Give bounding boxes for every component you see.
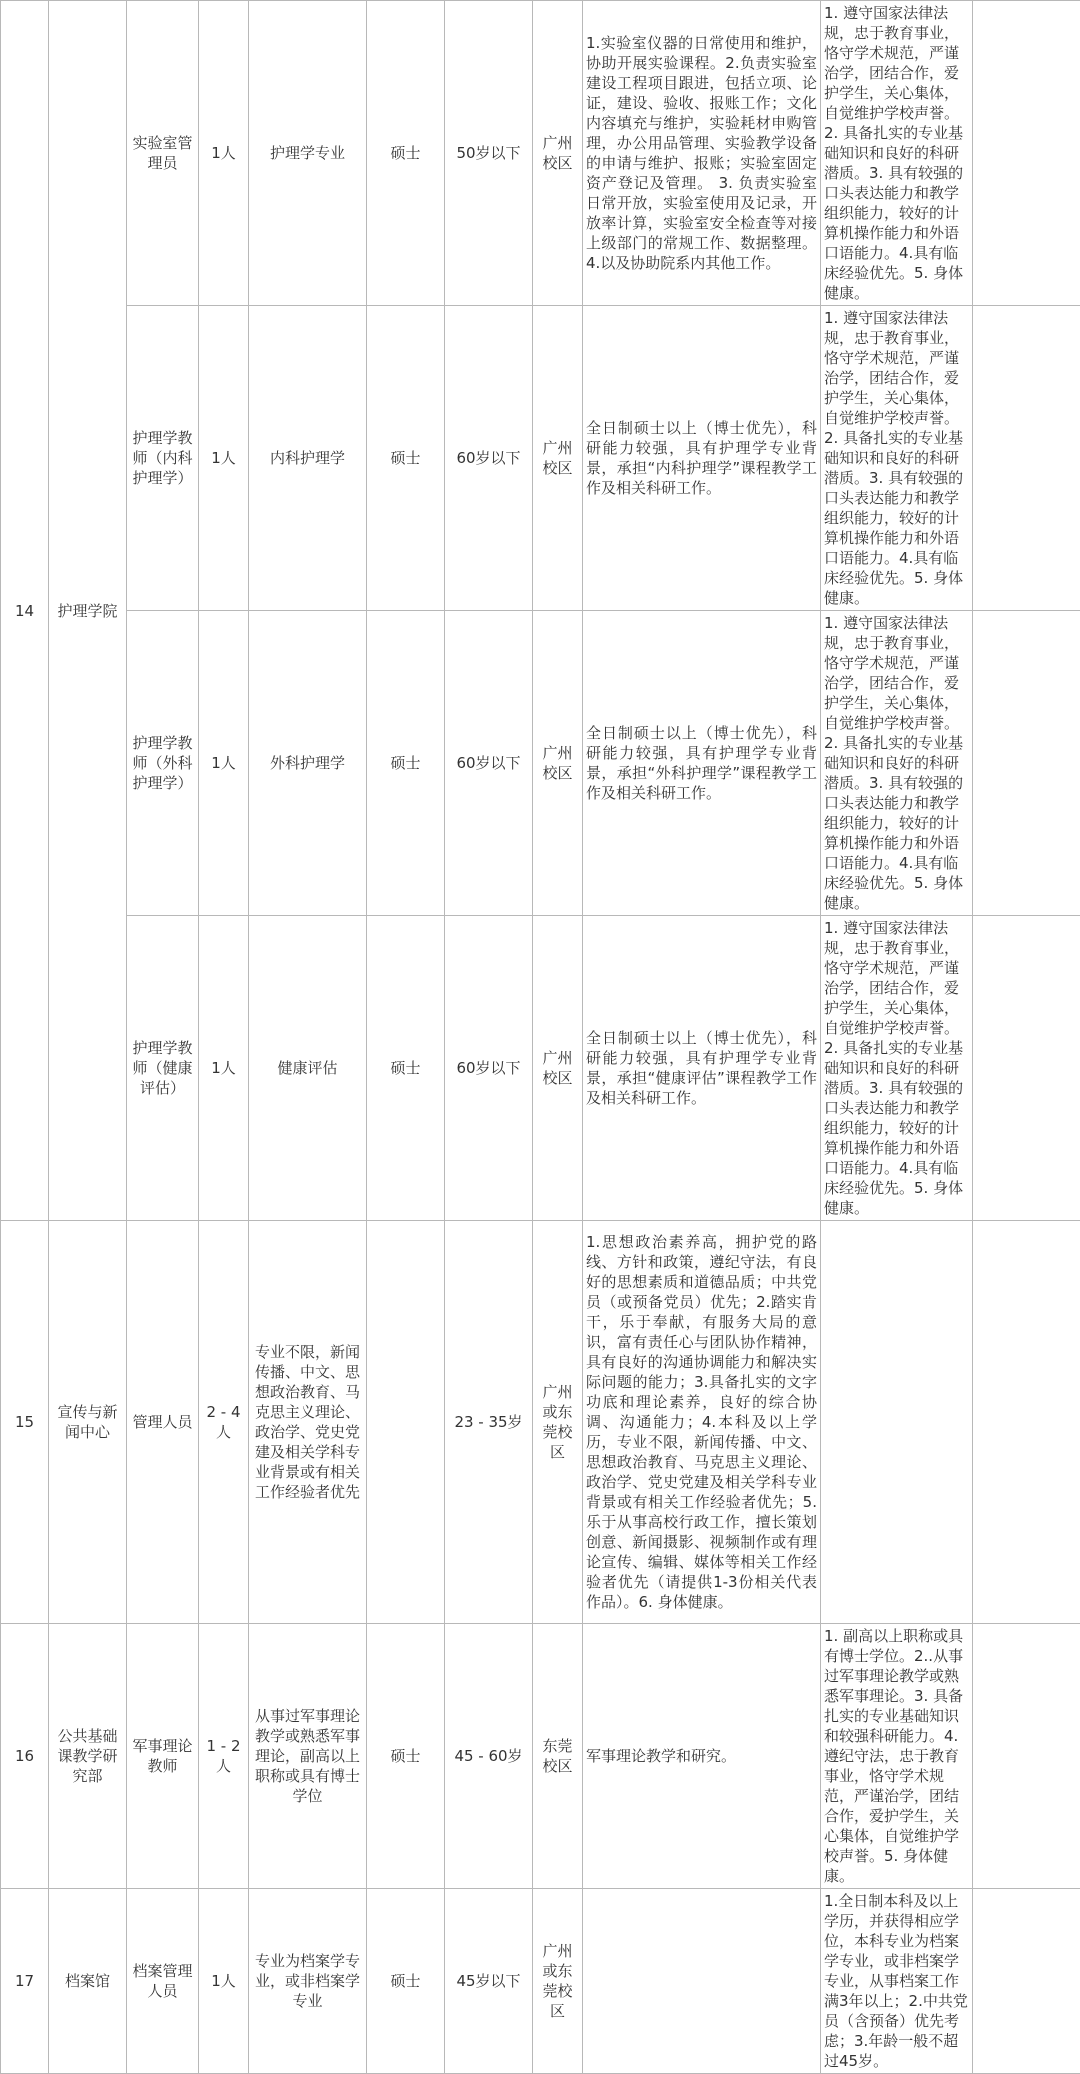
headcount-cell: 1人 bbox=[199, 916, 249, 1221]
row-number: 16 bbox=[1, 1624, 49, 1889]
major-cell: 专业不限，新闻传播、中文、思想政治教育、马克思主义理论、政治学、党史党建及相关学科专业背景或有相关工作经验者优先 bbox=[249, 1221, 367, 1624]
remarks-cell bbox=[973, 306, 1080, 611]
degree-cell: 硕士 bbox=[367, 1889, 445, 2074]
duties-cell: 1.实验室仪器的日常使用和维护，协助开展实验课程。2.负责实验室建设工程项目跟进，包括立项、论证，建设、验收、报账工作；文化内容填充与维护，实验耗材申购管理，办公用品管理、实验教学设备的申请与维护、报账；实验室固定资产登记及管理。 3. 负责实验室日常开放，实验室使用及记录，开放率计算，实验室安全检查等对接上级部门的常规工作、数据整理。4.以及协助院系内其他工作。 bbox=[583, 1, 821, 306]
duties-cell bbox=[583, 1889, 821, 2074]
duties-cell: 全日制硕士以上（博士优先），科研能力较强，具有护理学专业背景，承担“健康评估”课程教学工作及相关科研工作。 bbox=[583, 916, 821, 1221]
degree-cell: 硕士 bbox=[367, 916, 445, 1221]
department-cell: 宣传与新闻中心 bbox=[49, 1221, 127, 1624]
table-row bbox=[1, 916, 1080, 1221]
major-cell: 护理学专业 bbox=[249, 1, 367, 306]
major-cell: 内科护理学 bbox=[249, 306, 367, 611]
position-cell: 管理人员 bbox=[127, 1221, 199, 1624]
requirements-cell: 1. 遵守国家法律法规，忠于教育事业，恪守学术规范，严谨治学，团结合作，爱护学生，关心集体，自觉维护学校声誉。2. 具备扎实的专业基础知识和良好的科研潜质。3. 具有较强的口头表达能力和教学组织能力，较好的计算机操作能力和外语口语能力。4.具有临床经验优先。5. 身体健康。 bbox=[821, 916, 973, 1221]
age-cell: 60岁以下 bbox=[445, 611, 533, 916]
campus-cell: 广州或东莞校区 bbox=[533, 1221, 583, 1624]
requirements-cell: 1. 遵守国家法律法规，忠于教育事业，恪守学术规范，严谨治学，团结合作，爱护学生，关心集体，自觉维护学校声誉。2. 具备扎实的专业基础知识和良好的科研潜质。3. 具有较强的口头表达能力和教学组织能力，较好的计算机操作能力和外语口语能力。4.具有临床经验优先。5. 身体健康。 bbox=[821, 611, 973, 916]
headcount-cell: 1人 bbox=[199, 1, 249, 306]
headcount-cell: 1 - 2人 bbox=[199, 1624, 249, 1889]
duties-cell: 全日制硕士以上（博士优先），科研能力较强，具有护理学专业背景，承担“内科护理学”课程教学工作及相关科研工作。 bbox=[583, 306, 821, 611]
campus-cell: 广州校区 bbox=[533, 611, 583, 916]
table-row bbox=[1, 611, 1080, 916]
age-cell: 60岁以下 bbox=[445, 916, 533, 1221]
age-cell: 45 - 60岁 bbox=[445, 1624, 533, 1889]
department-cell: 护理学院 bbox=[49, 1, 127, 1221]
age-cell: 50岁以下 bbox=[445, 1, 533, 306]
table-row bbox=[1, 1624, 1080, 1889]
row-number: 17 bbox=[1, 1889, 49, 2074]
duties-cell: 军事理论教学和研究。 bbox=[583, 1624, 821, 1889]
major-cell: 外科护理学 bbox=[249, 611, 367, 916]
campus-cell: 广州校区 bbox=[533, 306, 583, 611]
duties-cell: 1.思想政治素养高，拥护党的路线、方针和政策，遵纪守法，有良好的思想素质和道德品质；中共党员（或预备党员）优先；2.踏实肯干，乐于奉献，有服务大局的意识，富有责任心与团队协作精神，具有良好的沟通协调能力和解决实际问题的能力；3.具备扎实的文字功底和理论素养，良好的综合协调、沟通能力；4.本科及以上学历，专业不限，新闻传播、中文、思想政治教育、马克思主义理论、政治学、党史党建及相关学科专业背景或有相关工作经验者优先；5.乐于从事高校行政工作，擅长策划创意、新闻摄影、视频制作或有理论宣传、编辑、媒体等相关工作经验者优先（请提供1-3份相关代表作品）。6. 身体健康。 bbox=[583, 1221, 821, 1624]
degree-cell: 硕士 bbox=[367, 306, 445, 611]
age-cell: 60岁以下 bbox=[445, 306, 533, 611]
campus-cell: 广州或东莞校区 bbox=[533, 1889, 583, 2074]
requirements-cell: 1. 副高以上职称或具有博士学位。2..从事过军事理论教学或熟悉军事理论。3. 具备扎实的专业基础知识和较强科研能力。4. 遵纪守法，忠于教育事业，恪守学术规范，严谨治学，团结合作，爱护学生，关心集体，自觉维护学校声誉。5. 身体健康。 bbox=[821, 1624, 973, 1889]
degree-cell: 硕士 bbox=[367, 1, 445, 306]
remarks-cell bbox=[973, 1624, 1080, 1889]
age-cell: 23 - 35岁 bbox=[445, 1221, 533, 1624]
requirements-cell: 1.全日制本科及以上学历，并获得相应学位，本科专业为档案学专业，或非档案学专业，从事档案工作满3年以上；2.中共党员（含预备）优先考虑；3.年龄一般不超过45岁。 bbox=[821, 1889, 973, 2074]
table-row bbox=[1, 306, 1080, 611]
position-cell: 护理学教师（内科护理学） bbox=[127, 306, 199, 611]
major-cell: 健康评估 bbox=[249, 916, 367, 1221]
position-cell: 护理学教师（外科护理学） bbox=[127, 611, 199, 916]
remarks-cell bbox=[973, 1889, 1080, 2074]
row-number: 14 bbox=[1, 1, 49, 1221]
requirements-cell: 1. 遵守国家法律法规，忠于教育事业，恪守学术规范，严谨治学，团结合作，爱护学生，关心集体，自觉维护学校声誉。2. 具备扎实的专业基础知识和良好的科研潜质。3. 具有较强的口头表达能力和教学组织能力，较好的计算机操作能力和外语口语能力。4.具有临床经验优先。5. 身体健康。 bbox=[821, 306, 973, 611]
position-cell: 护理学教师（健康评估） bbox=[127, 916, 199, 1221]
remarks-cell bbox=[973, 916, 1080, 1221]
table-row bbox=[1, 1221, 1080, 1624]
requirements-cell: 1. 遵守国家法律法规，忠于教育事业，恪守学术规范，严谨治学，团结合作，爱护学生，关心集体，自觉维护学校声誉。2. 具备扎实的专业基础知识和良好的科研潜质。3. 具有较强的口头表达能力和教学组织能力，较好的计算机操作能力和外语口语能力。4.具有临床经验优先。5. 身体健康。 bbox=[821, 1, 973, 306]
row-number: 15 bbox=[1, 1221, 49, 1624]
major-cell: 专业为档案学专业，或非档案学专业 bbox=[249, 1889, 367, 2074]
headcount-cell: 1人 bbox=[199, 1889, 249, 2074]
table-row bbox=[1, 1889, 1080, 2074]
headcount-cell: 2 - 4人 bbox=[199, 1221, 249, 1624]
position-cell: 实验室管理员 bbox=[127, 1, 199, 306]
campus-cell: 广州校区 bbox=[533, 916, 583, 1221]
headcount-cell: 1人 bbox=[199, 306, 249, 611]
table-row bbox=[1, 1, 1080, 306]
position-cell: 档案管理人员 bbox=[127, 1889, 199, 2074]
department-cell: 公共基础课教学研究部 bbox=[49, 1624, 127, 1889]
headcount-cell: 1人 bbox=[199, 611, 249, 916]
major-cell: 从事过军事理论教学或熟悉军事理论，副高以上职称或具有博士学位 bbox=[249, 1624, 367, 1889]
degree-cell: 硕士 bbox=[367, 1624, 445, 1889]
campus-cell: 广州校区 bbox=[533, 1, 583, 306]
degree-cell: 硕士 bbox=[367, 611, 445, 916]
position-cell: 军事理论教师 bbox=[127, 1624, 199, 1889]
duties-cell: 全日制硕士以上（博士优先），科研能力较强，具有护理学专业背景，承担“外科护理学”课程教学工作及相关科研工作。 bbox=[583, 611, 821, 916]
requirements-cell bbox=[821, 1221, 973, 1624]
remarks-cell bbox=[973, 1, 1080, 306]
campus-cell: 东莞校区 bbox=[533, 1624, 583, 1889]
remarks-cell bbox=[973, 1221, 1080, 1624]
degree-cell bbox=[367, 1221, 445, 1624]
age-cell: 45岁以下 bbox=[445, 1889, 533, 2074]
department-cell: 档案馆 bbox=[49, 1889, 127, 2074]
remarks-cell bbox=[973, 611, 1080, 916]
